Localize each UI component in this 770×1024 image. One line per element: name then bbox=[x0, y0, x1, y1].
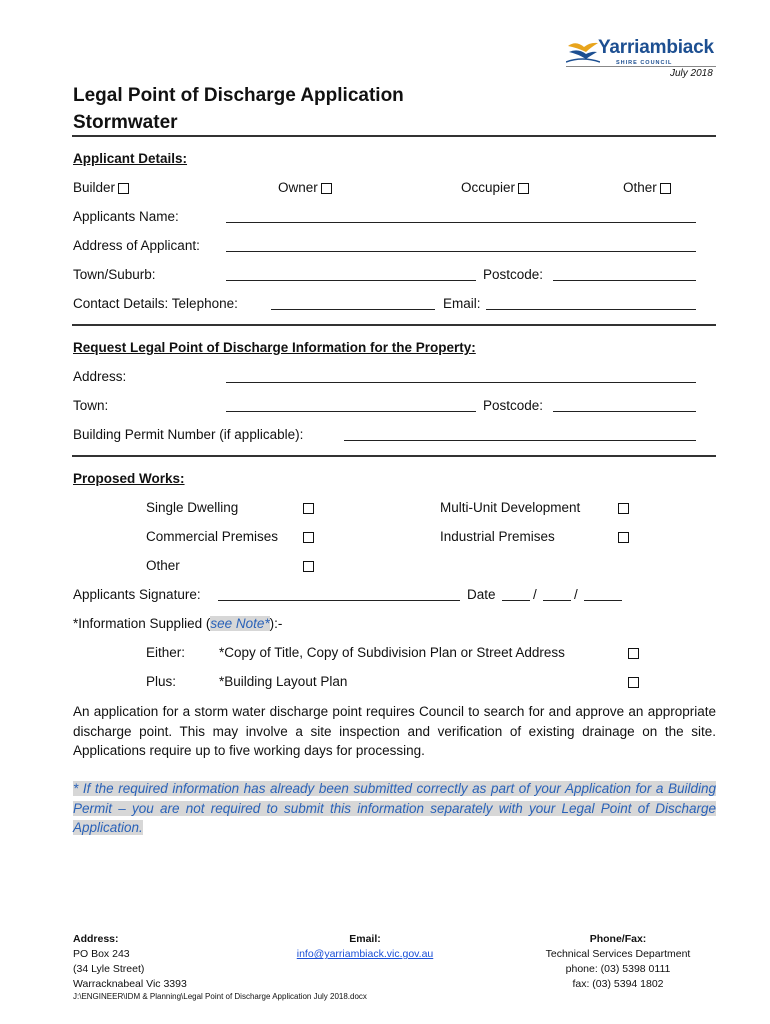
footer-phone bbox=[520, 932, 716, 992]
works-heading: Proposed Works: bbox=[73, 471, 185, 486]
owner-option: Owner bbox=[278, 180, 332, 195]
multi-unit-checkbox[interactable] bbox=[618, 503, 629, 514]
other-checkbox[interactable] bbox=[660, 183, 671, 194]
info-supplied-label: *Information Supplied (see Note*):- bbox=[73, 616, 283, 631]
plus-text: *Building Layout Plan bbox=[219, 674, 348, 689]
builder-checkbox[interactable] bbox=[118, 183, 129, 194]
signature-field[interactable] bbox=[218, 588, 460, 601]
applicant-postcode-field[interactable] bbox=[553, 268, 696, 281]
see-note-link: see Note* bbox=[210, 616, 270, 631]
logo-bird-icon bbox=[566, 38, 600, 66]
logo-underline bbox=[566, 66, 716, 67]
date-day-field[interactable] bbox=[502, 588, 530, 601]
industrial-checkbox[interactable] bbox=[618, 532, 629, 543]
property-town-field[interactable] bbox=[226, 399, 476, 412]
document-date: July 2018 bbox=[670, 68, 713, 79]
applicant-address-label: Address of Applicant: bbox=[73, 238, 200, 253]
occupier-checkbox[interactable] bbox=[518, 183, 529, 194]
applicant-address-field[interactable] bbox=[226, 239, 696, 252]
property-postcode-label: Postcode: bbox=[483, 398, 544, 413]
property-postcode-field[interactable] bbox=[553, 399, 696, 412]
footer-email bbox=[280, 932, 450, 962]
either-label: Either: bbox=[146, 645, 186, 660]
other-works-label: Other bbox=[146, 558, 180, 573]
contact-telephone-field[interactable] bbox=[271, 297, 435, 310]
multi-unit-label: Multi-Unit Development bbox=[440, 500, 581, 515]
applicant-heading: Applicant Details: bbox=[73, 151, 188, 166]
logo-name: Yarriambiack bbox=[598, 37, 714, 58]
footer-fax-number: fax: (03) 5394 1802 bbox=[572, 978, 664, 990]
footer-department: Technical Services Department bbox=[545, 948, 691, 960]
council-logo bbox=[566, 36, 716, 70]
title-divider bbox=[72, 135, 716, 137]
footer-address-line: PO Box 243 bbox=[73, 948, 130, 960]
commercial-label: Commercial Premises bbox=[146, 529, 279, 544]
plus-label: Plus: bbox=[146, 674, 177, 689]
date-label: Date bbox=[467, 587, 496, 602]
footer-email-heading: Email: bbox=[349, 933, 381, 945]
title-line-1: Legal Point of Discharge Application bbox=[73, 85, 404, 106]
footer-address-line: Warracknabeal Vic 3393 bbox=[73, 978, 187, 990]
note-text: * If the required information has already been submitted correctly as part of your Application for a Building Permit – you are not required to submit this information separately with your Legal Point of Discharge Application. bbox=[73, 781, 716, 835]
footer-address-line: (34 Lyle Street) bbox=[73, 963, 145, 975]
title-line-2: Stormwater bbox=[73, 112, 178, 133]
other-works-checkbox[interactable] bbox=[303, 561, 314, 572]
industrial-label: Industrial Premises bbox=[440, 529, 555, 544]
occupier-option: Occupier bbox=[461, 180, 529, 195]
contact-email-field[interactable] bbox=[486, 297, 696, 310]
applicant-postcode-label: Postcode: bbox=[483, 267, 544, 282]
footer-address bbox=[73, 932, 187, 992]
footer-phone-heading: Phone/Fax: bbox=[589, 933, 647, 945]
file-path: J:\ENGINEER\IDM & Planning\Legal Point of Discharge Application July 2018.docx bbox=[73, 992, 367, 1001]
request-divider bbox=[72, 455, 716, 457]
applicant-divider bbox=[72, 324, 716, 326]
either-checkbox[interactable] bbox=[628, 648, 639, 659]
permit-number-field[interactable] bbox=[344, 428, 696, 441]
date-separator-1: / bbox=[533, 587, 537, 602]
signature-label: Applicants Signature: bbox=[73, 587, 201, 602]
date-year-field[interactable] bbox=[584, 588, 622, 601]
plus-checkbox[interactable] bbox=[628, 677, 639, 688]
footer-email-link[interactable]: info@yarriambiack.vic.gov.au bbox=[296, 948, 434, 960]
logo-subtitle: SHIRE COUNCIL bbox=[616, 60, 673, 66]
date-separator-2: / bbox=[574, 587, 578, 602]
footer-phone-number: phone: (03) 5398 0111 bbox=[565, 963, 671, 975]
either-text: *Copy of Title, Copy of Subdivision Plan or Street Address bbox=[219, 645, 565, 660]
applicant-name-field[interactable] bbox=[226, 210, 696, 223]
property-address-field[interactable] bbox=[226, 370, 696, 383]
single-dwelling-checkbox[interactable] bbox=[303, 503, 314, 514]
page-title bbox=[73, 82, 404, 136]
property-address-label: Address: bbox=[73, 369, 127, 384]
contact-email-label: Email: bbox=[443, 296, 481, 311]
permit-number-label: Building Permit Number (if applicable): bbox=[73, 427, 304, 442]
applicant-name-label: Applicants Name: bbox=[73, 209, 179, 224]
builder-option: Builder bbox=[73, 180, 129, 195]
commercial-checkbox[interactable] bbox=[303, 532, 314, 543]
other-option: Other bbox=[623, 180, 671, 195]
owner-checkbox[interactable] bbox=[321, 183, 332, 194]
date-month-field[interactable] bbox=[543, 588, 571, 601]
applicant-town-label: Town/Suburb: bbox=[73, 267, 156, 282]
footer-address-heading: Address: bbox=[73, 933, 119, 945]
property-town-label: Town: bbox=[73, 398, 109, 413]
single-dwelling-label: Single Dwelling bbox=[146, 500, 239, 515]
contact-telephone-label: Contact Details: Telephone: bbox=[73, 296, 238, 311]
application-description: An application for a storm water discharge point requires Council to search for and approve an appropriate discharge point. This may involve a site inspection and verification of existing drainage on the site. Applications require up to five working days for processing. bbox=[73, 704, 716, 758]
applicant-town-field[interactable] bbox=[226, 268, 476, 281]
request-heading: Request Legal Point of Discharge Information for the Property: bbox=[73, 340, 476, 355]
